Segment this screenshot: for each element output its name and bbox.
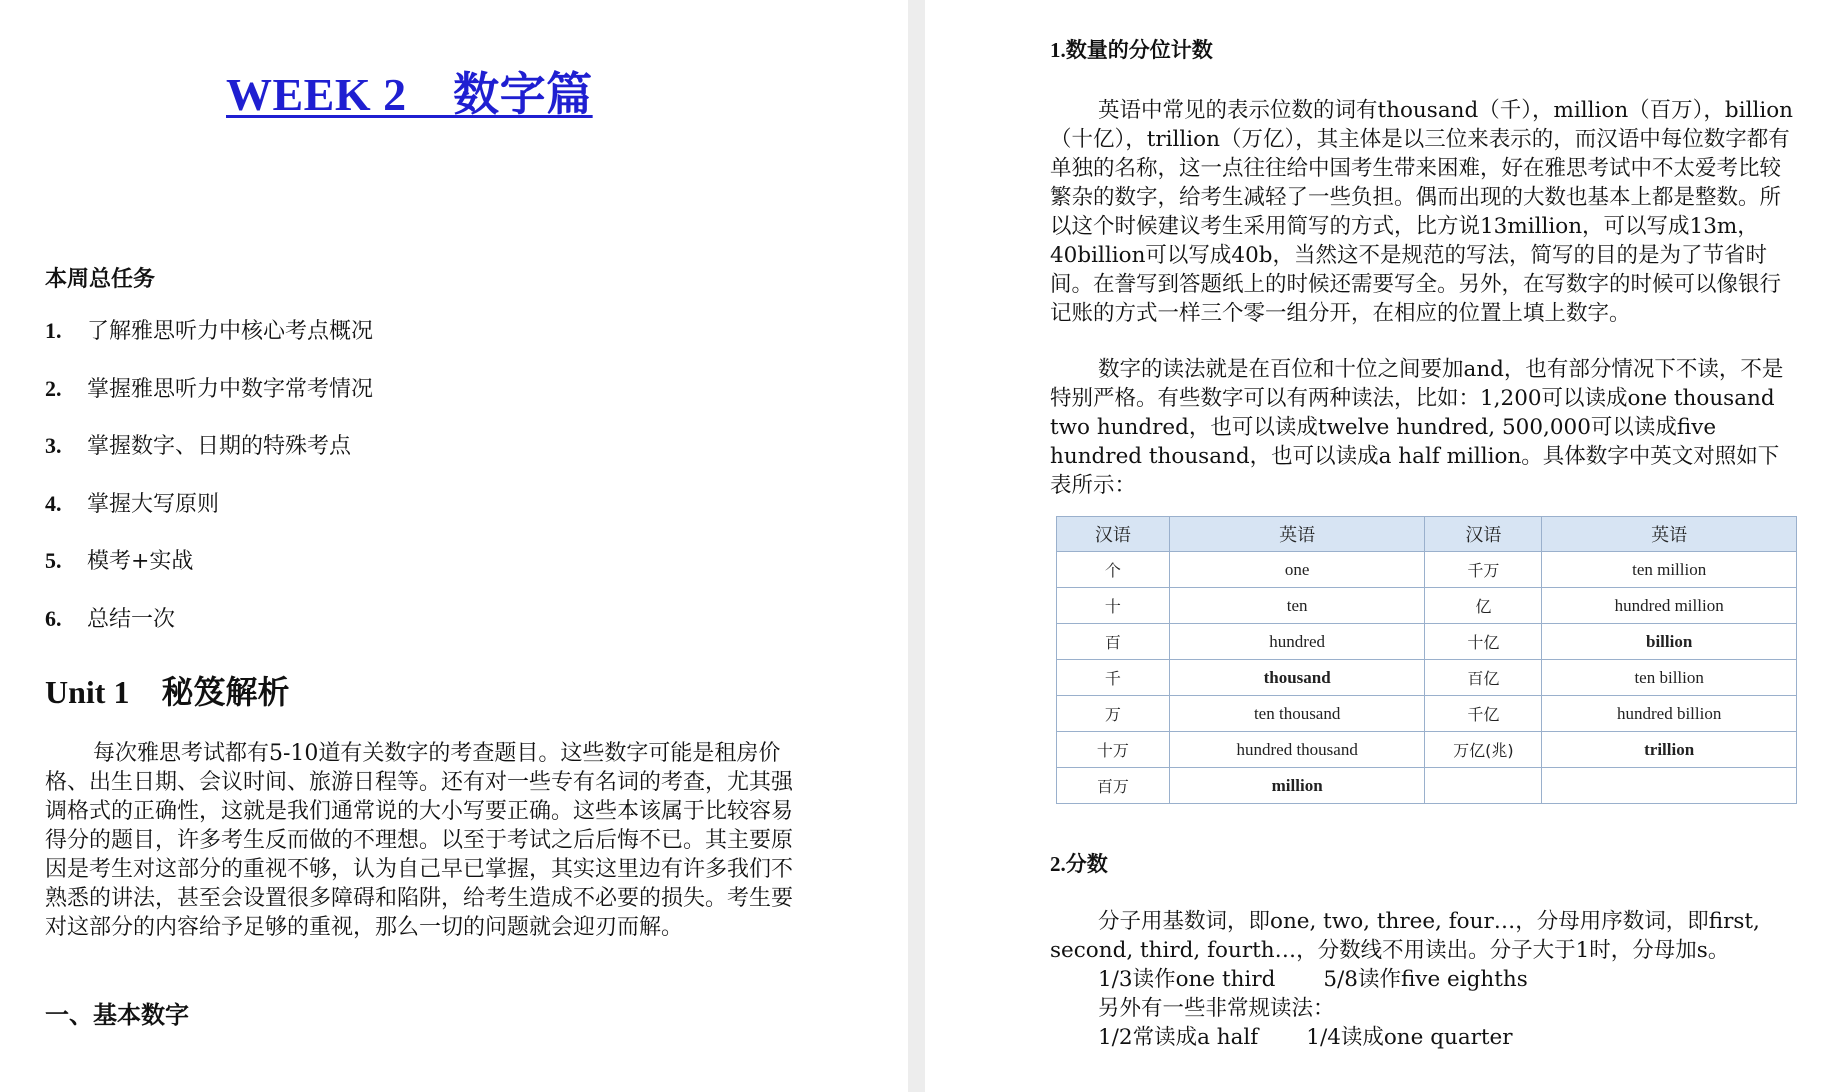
task-text: 掌握数字、日期的特殊考点 bbox=[87, 434, 352, 459]
right-page bbox=[925, 0, 1821, 1092]
task-text: 模考+实战 bbox=[87, 549, 194, 574]
table-cell bbox=[1542, 768, 1797, 804]
table-row bbox=[1057, 624, 1797, 660]
column-header: 英语 bbox=[1169, 517, 1425, 552]
list-item bbox=[45, 316, 373, 374]
paragraph-fractions: 分子用基数词，即one, two, three, four…，分母用序数词，即first, second, third, fourth…，分数线不用读出。分子大于1时，分母加s。 bbox=[1050, 909, 1760, 963]
fraction-examples-line bbox=[1098, 1023, 1513, 1052]
table-cell: 百万 bbox=[1057, 768, 1170, 804]
table-row bbox=[1057, 660, 1797, 696]
fraction-example: 5/8读作five eighths bbox=[1323, 967, 1528, 992]
task-text: 总结一次 bbox=[87, 606, 176, 632]
task-number: 6. bbox=[45, 605, 62, 631]
table-cell: 万 bbox=[1057, 696, 1170, 732]
table-cell: billion bbox=[1542, 624, 1797, 660]
list-item bbox=[45, 604, 373, 662]
table-header-row bbox=[1057, 517, 1797, 552]
heading-number: 2. bbox=[1050, 852, 1066, 876]
task-text: 掌握雅思听力中数字常考情况 bbox=[87, 376, 374, 402]
table-cell: ten billion bbox=[1542, 660, 1797, 696]
paragraph-place-words: 英语中常见的表示位数的词有thousand（千），million（百万），billion（十亿），trillion（万亿），其主体是以三位来表示的，而汉语中每位数字都有单独的名称，这一点往往给中国考生带来困难，好在雅思考试中不太爱考比较繁杂的数字，给考生减轻了一些负担。偶而出现的大数也基本上都是整数。所以这个时候建议考生采用简写的方式，比方说13million，可以写成13m，40billion可以写成40b，当然这不是规范的写法，简写的目的是为了节省时间。在誊写到答题纸上的时候还需要写全。另外，在写数字的时候可以像银行记账的方式一样三个零一组分开，在相应的位置上填上数字。 bbox=[1050, 98, 1793, 326]
week-title[interactable]: WEEK 2 数字篇 bbox=[226, 69, 593, 120]
task-number: 5. bbox=[45, 548, 62, 573]
list-item bbox=[45, 374, 373, 432]
table-cell: hundred million bbox=[1542, 588, 1797, 624]
task-list bbox=[45, 316, 373, 661]
table-cell: thousand bbox=[1169, 660, 1425, 696]
fraction-example: 1/3读作one third bbox=[1098, 967, 1276, 992]
section-heading-basic-numbers: 一、基本数字 bbox=[45, 1001, 189, 1029]
table-cell: 百亿 bbox=[1425, 660, 1542, 696]
table-cell: 千 bbox=[1057, 660, 1170, 696]
task-number: 2. bbox=[45, 375, 62, 401]
table-cell: 十万 bbox=[1057, 732, 1170, 768]
table-cell: 十 bbox=[1057, 588, 1170, 624]
table-cell: ten bbox=[1169, 588, 1425, 624]
table-row bbox=[1057, 696, 1797, 732]
table-cell: million bbox=[1169, 768, 1425, 804]
fraction-example: 1/4读成one quarter bbox=[1306, 1025, 1513, 1050]
column-header: 汉语 bbox=[1057, 517, 1170, 552]
table-row bbox=[1057, 768, 1797, 804]
fraction-example: 1/2常读成a half bbox=[1098, 1025, 1259, 1050]
table-cell: ten million bbox=[1542, 552, 1797, 588]
table-cell: one bbox=[1169, 552, 1425, 588]
table-row bbox=[1057, 588, 1797, 624]
unit-paragraph: 每次雅思考试都有5-10道有关数字的考查题目。这些数字可能是租房价格、出生日期、会议时间、旅游日程等。还有对一些专有名词的考查，尤其强调格式的正确性，这就是我们通常说的大小写要正确。这些本该属于比较容易得分的题目，许多考生反而做的不理想。以至于考试之后后悔不已。其主要原因是考生对这部分的重视不够，认为自己早已掌握，其实这里边有许多我们不熟悉的讲法，甚至会设置很多障碍和陷阱，给考生造成不必要的损失。考生要对这部分的内容给予足够的重视，那么一切的问题就会迎刃而解。 bbox=[45, 741, 794, 940]
heading-number-places bbox=[1050, 34, 1213, 64]
table-cell: hundred thousand bbox=[1169, 732, 1425, 768]
task-number: 4. bbox=[45, 490, 62, 516]
paragraph-reading-numbers: 数字的读法就是在百位和十位之间要加and，也有部分情况下不读，不是特别严格。有些数字可以有两种读法，比如：1,200可以读成one thousand two hundred，也可以读成twelve hundred, 500,000可以读成five hundred thousand，也可以读成a half million。具体数字中英文对照如下表所示： bbox=[1050, 357, 1784, 498]
column-header: 汉语 bbox=[1425, 517, 1542, 552]
task-text: 了解雅思听力中核心考点概况 bbox=[87, 319, 374, 344]
unit-title bbox=[45, 667, 289, 713]
irregular-readings-intro: 另外有一些非常规读法： bbox=[1098, 996, 1335, 1021]
column-header: 英语 bbox=[1542, 517, 1797, 552]
table-cell: 百 bbox=[1057, 624, 1170, 660]
task-number: 1. bbox=[45, 318, 62, 343]
table-cell: 亿 bbox=[1425, 588, 1542, 624]
list-item bbox=[45, 431, 373, 489]
table-cell: 十亿 bbox=[1425, 624, 1542, 660]
fraction-examples-line bbox=[1098, 965, 1528, 994]
number-comparison-table bbox=[1056, 516, 1797, 804]
heading-text: 数量的分位计数 bbox=[1065, 38, 1213, 62]
unit-name: 秘笈解析 bbox=[161, 673, 290, 711]
table-cell: 个 bbox=[1057, 552, 1170, 588]
table-cell bbox=[1425, 768, 1542, 804]
left-page bbox=[0, 0, 908, 1092]
table-cell: trillion bbox=[1542, 732, 1797, 768]
heading-fractions bbox=[1050, 848, 1108, 878]
task-text: 掌握大写原则 bbox=[87, 491, 220, 517]
table-cell: 千万 bbox=[1425, 552, 1542, 588]
unit-label: Unit 1 bbox=[45, 674, 130, 710]
tasks-heading: 本周总任务 bbox=[45, 267, 156, 292]
task-number: 3. bbox=[45, 433, 62, 458]
table-row bbox=[1057, 552, 1797, 588]
heading-text: 分数 bbox=[1065, 852, 1108, 876]
list-item bbox=[45, 489, 373, 547]
table-cell: hundred billion bbox=[1542, 696, 1797, 732]
table-row bbox=[1057, 732, 1797, 768]
table-cell: 万亿(兆) bbox=[1425, 732, 1542, 768]
heading-number: 1. bbox=[1050, 38, 1066, 62]
list-item bbox=[45, 546, 373, 604]
table-cell: hundred bbox=[1169, 624, 1425, 660]
table-cell: 千亿 bbox=[1425, 696, 1542, 732]
table-cell: ten thousand bbox=[1169, 696, 1425, 732]
